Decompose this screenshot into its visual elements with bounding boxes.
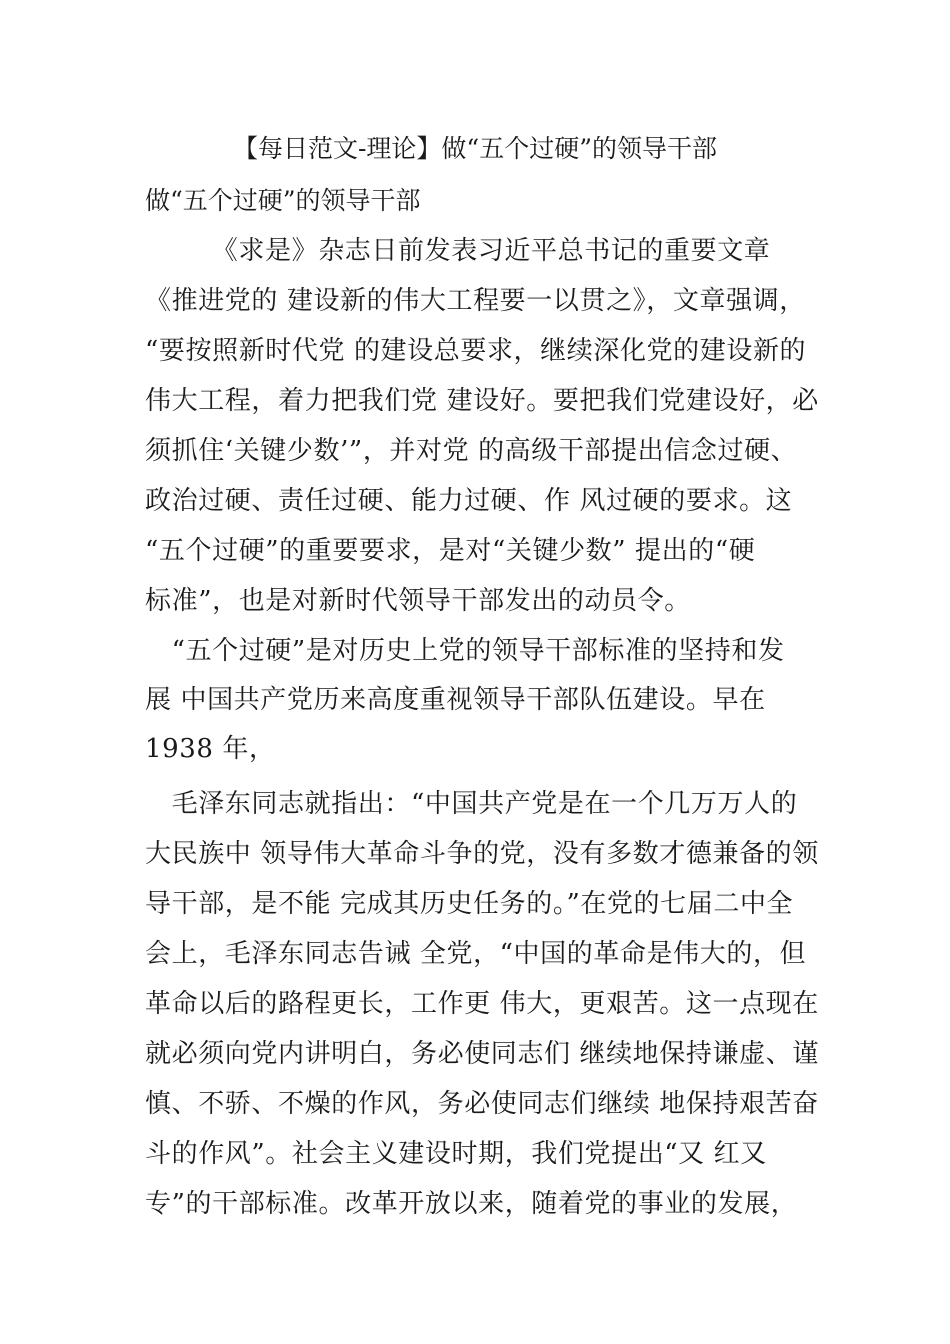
body-line: 革命以后的路程更长，工作更 伟大，更艰苦。这一点现在 (145, 989, 819, 1019)
document-subtitle: 做“五个过硬”的领导干部 (145, 186, 421, 215)
body-line: “要按照新时代党 的建设总要求，继续深化党的建设新的 (145, 336, 807, 366)
body-line: 1938 年， (145, 734, 276, 764)
body-line: “五个过硬”是对历史上党的领导干部标准的坚持和发 (145, 636, 785, 666)
body-line: 大民族中 领导伟大革命斗争的党，没有多数才德兼备的领 (145, 839, 819, 869)
body-line: 斗的作风”。社会主义建设时期，我们党提出“又 红又 (145, 1139, 767, 1169)
body-line: 《推进党的 建设新的伟大工程要一以贯之》，文章强调， (145, 286, 806, 316)
document-title: 【每日范文-理论】做“五个过硬”的领导干部 (232, 134, 717, 163)
body-line: 展 中国共产党历来高度重视领导干部队伍建设。早在 (145, 685, 766, 715)
body-line: 标准”，也是对新时代领导干部发出的动员令。 (145, 586, 691, 616)
body-line: 导干部，是不能 完成其历史任务的。”在党的七届二中全 (145, 889, 794, 919)
body-line: 伟大工程，着力把我们党 建设好。要把我们党建设好，必 (145, 386, 819, 416)
body-line: 就必须向党内讲明白，务必使同志们 继续地保持谦虚、谨 (145, 1039, 819, 1069)
body-line: 会上，毛泽东同志告诫 全党，“中国的革命是伟大的，但 (145, 939, 807, 969)
body-line: 政治过硬、责任过硬、能力过硬、作 风过硬的要求。这 (145, 486, 793, 516)
body-line: “五个过硬”的重要要求，是对“关键少数” 提出的“硬 (145, 536, 756, 566)
body-line: 毛泽东同志就指出：“中国共产党是在一个几万万人的 (145, 789, 798, 819)
body-line: 专”的干部标准。改革开放以来，随着党的事业的发展， (145, 1189, 798, 1219)
body-line: 须抓住‘关键少数’”，并对党 的高级干部提出信念过硬、 (145, 436, 798, 466)
body-line: 《求是》杂志日前发表习近平总书记的重要文章 (145, 236, 771, 266)
body-line: 慎、不骄、不燥的作风，务必使同志们继续 地保持艰苦奋 (145, 1089, 819, 1119)
